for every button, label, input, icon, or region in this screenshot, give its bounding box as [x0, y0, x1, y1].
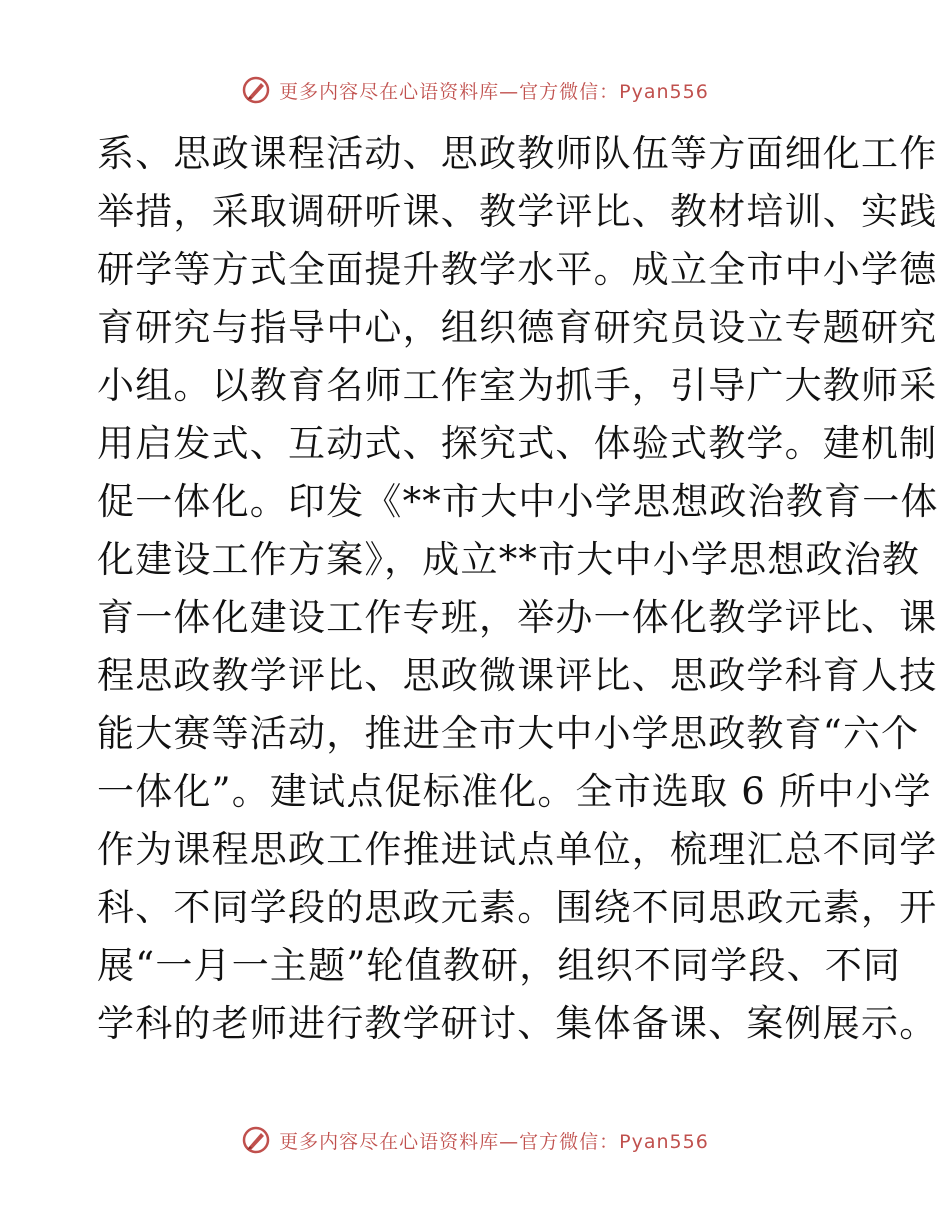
body-line: 一体化”。建试点促标准化。全市选取 6 所中小学	[97, 770, 932, 813]
body-line: 研学等方式全面提升教学水平。成立全市中小学德	[97, 248, 938, 291]
footer-watermark	[0, 1120, 950, 1160]
body-line: 育一体化建设工作专班，举办一体化教学评比、课	[97, 596, 938, 639]
body-line: 促一体化。印发《**市大中小学思想政治教育一体	[97, 480, 939, 523]
body-line: 系、思政课程活动、思政教师队伍等方面细化工作	[97, 132, 938, 175]
body-line: 举措，采取调研听课、教学评比、教材培训、实践	[97, 190, 938, 233]
pen-circle-logo-icon	[241, 1125, 271, 1155]
body-line: 作为课程思政工作推进试点单位，梳理汇总不同学	[97, 828, 938, 871]
body-line: 科、不同学段的思政元素。围绕不同思政元素，开	[97, 886, 938, 929]
footer-watermark-text: 更多内容尽在心语资料库—官方微信：Pyan556	[279, 1130, 709, 1153]
body-line: 小组。以教育名师工作室为抓手，引导广大教师采	[97, 364, 938, 407]
header-watermark-text: 更多内容尽在心语资料库—官方微信：Pyan556	[279, 80, 709, 103]
body-line: 展“一月一主题”轮值教研，组织不同学段、不同	[97, 944, 902, 987]
body-line: 育研究与指导中心，组织德育研究员设立专题研究	[97, 306, 938, 349]
body-line: 能大赛等活动，推进全市大中小学思政教育“六个	[97, 712, 920, 755]
pen-circle-logo-icon	[241, 75, 271, 105]
body-line: 化建设工作方案》，成立**市大中小学思想政治教	[97, 538, 921, 581]
document-body	[97, 125, 939, 1053]
body-line: 用启发式、互动式、探究式、体验式教学。建机制	[97, 422, 938, 465]
body-line: 程思政教学评比、思政微课评比、思政学科育人技	[97, 654, 938, 697]
body-line: 学科的老师进行教学研讨、集体备课、案例展示。	[97, 1002, 938, 1045]
header-watermark	[0, 70, 950, 110]
